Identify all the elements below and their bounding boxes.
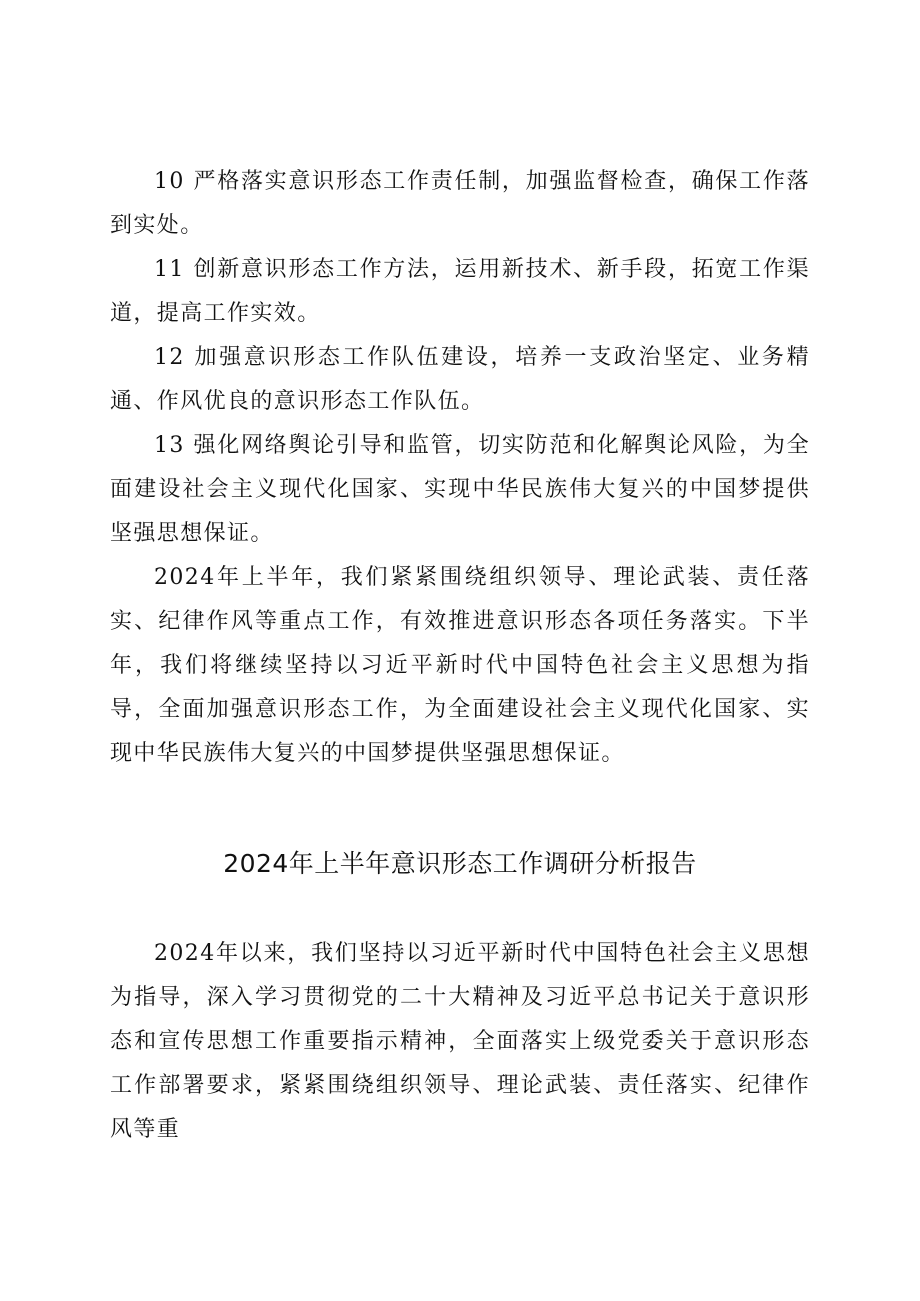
report-title: 2024年上半年意识形态工作调研分析报告 bbox=[223, 849, 697, 878]
paragraph-item-12: 12 加强意识形态工作队伍建设，培养一支政治坚定、业务精通、作风优良的意识形态工作队伍。 bbox=[110, 345, 810, 414]
paragraph-item-11: 11 创新意识形态工作方法，运用新技术、新手段，拓宽工作渠道，提高工作实效。 bbox=[110, 257, 810, 326]
paragraph-summary: 2024年上半年，我们紧紧围绕组织领导、理论武装、责任落实、纪律作风等重点工作，有效推进意识形态各项任务落实。下半年，我们将继续坚持以习近平新时代中国特色社会主义思想为指导，全面加强意识形态工作，为全面建设社会主义现代化国家、实现中华民族伟大复兴的中国梦提供坚强思想保证。 bbox=[110, 565, 810, 766]
paragraph-item-13: 13 强化网络舆论引导和监管，切实防范和化解舆论风险，为全面建设社会主义现代化国家、实现中华民族伟大复兴的中国梦提供坚强思想保证。 bbox=[110, 433, 810, 546]
paragraph-item-10: 10 严格落实意识形态工作责任制，加强监督检查，确保工作落到实处。 bbox=[110, 169, 810, 238]
paragraph-intro: 2024年以来，我们坚持以习近平新时代中国特色社会主义思想为指导，深入学习贯彻党的二十大精神及习近平总书记关于意识形态和宣传思想工作重要指示精神，全面落实上级党委关于意识形态工作部署要求，紧紧围绕组织领导、理论武装、责任落实、纪律作风等重 bbox=[110, 941, 810, 1142]
